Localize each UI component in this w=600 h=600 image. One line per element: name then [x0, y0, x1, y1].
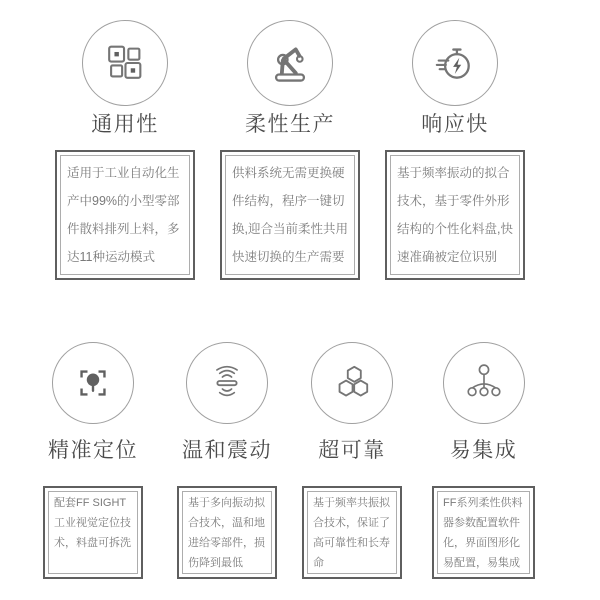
super-reliable-icon-circle [311, 342, 393, 424]
feature-description: 配套FF SIGHT工业视觉定位技术，料盘可拆洗 [48, 491, 138, 574]
feature-title: 精准定位 [48, 439, 138, 462]
focus-target-icon [71, 361, 115, 405]
feature-fast-response [385, 20, 525, 280]
feature-title: 柔性生产 [245, 113, 335, 136]
feature-title: 易集成 [449, 439, 518, 462]
vibration-waves-icon [205, 361, 249, 405]
feature-row-top [0, 20, 600, 280]
feature-description-box [177, 486, 277, 579]
feature-description: 适用于工业自动化生产中99%的小型零部件散料排列上料，多达11种运动模式 [60, 155, 190, 275]
feature-flexible-production [220, 20, 360, 280]
grid-squares-icon [102, 40, 148, 86]
hexagons-icon [330, 361, 374, 405]
feature-description: FF系列柔性供料器参数配置软件化，界面图形化易配置，易集成 [437, 491, 530, 574]
universality-icon-circle [82, 20, 168, 106]
precise-positioning-icon-circle [52, 342, 134, 424]
easy-integration-icon-circle [443, 342, 525, 424]
feature-title: 响应快 [421, 113, 489, 136]
gentle-vibration-icon-circle [186, 342, 268, 424]
feature-super-reliable [302, 342, 402, 579]
feature-description: 基于多向振动拟合技术，温和地进给零部件，损伤降到最低 [182, 491, 272, 574]
feature-universality [55, 20, 195, 280]
stopwatch-lightning-icon [432, 40, 478, 86]
fast-response-icon-circle [412, 20, 498, 106]
feature-row-bottom [0, 342, 600, 579]
feature-title: 温和震动 [182, 439, 272, 462]
feature-gentle-vibration [177, 342, 277, 579]
feature-description: 基于频率振动的拟合技术，基于零件外形结构的个性化料盘,快速准确被定位识别 [390, 155, 520, 275]
feature-description: 基于频率共振拟合技术，保证了高可靠性和长寿命 [307, 491, 397, 574]
flexible-production-icon-circle [247, 20, 333, 106]
robot-arm-icon [267, 40, 313, 86]
feature-easy-integration [432, 342, 535, 579]
feature-title: 超可靠 [318, 439, 386, 462]
feature-title: 通用性 [91, 113, 159, 136]
feature-description: 供料系统无需更换硬件结构，程序一键切换,迎合当前柔性共用快速切换的生产需要 [225, 155, 355, 275]
feature-precise-positioning [43, 342, 143, 579]
feature-description-box [385, 150, 525, 280]
feature-description-box [432, 486, 535, 579]
network-tree-icon [462, 361, 506, 405]
feature-description-box [43, 486, 143, 579]
feature-description-box [302, 486, 402, 579]
feature-description-box [55, 150, 195, 280]
feature-description-box [220, 150, 360, 280]
